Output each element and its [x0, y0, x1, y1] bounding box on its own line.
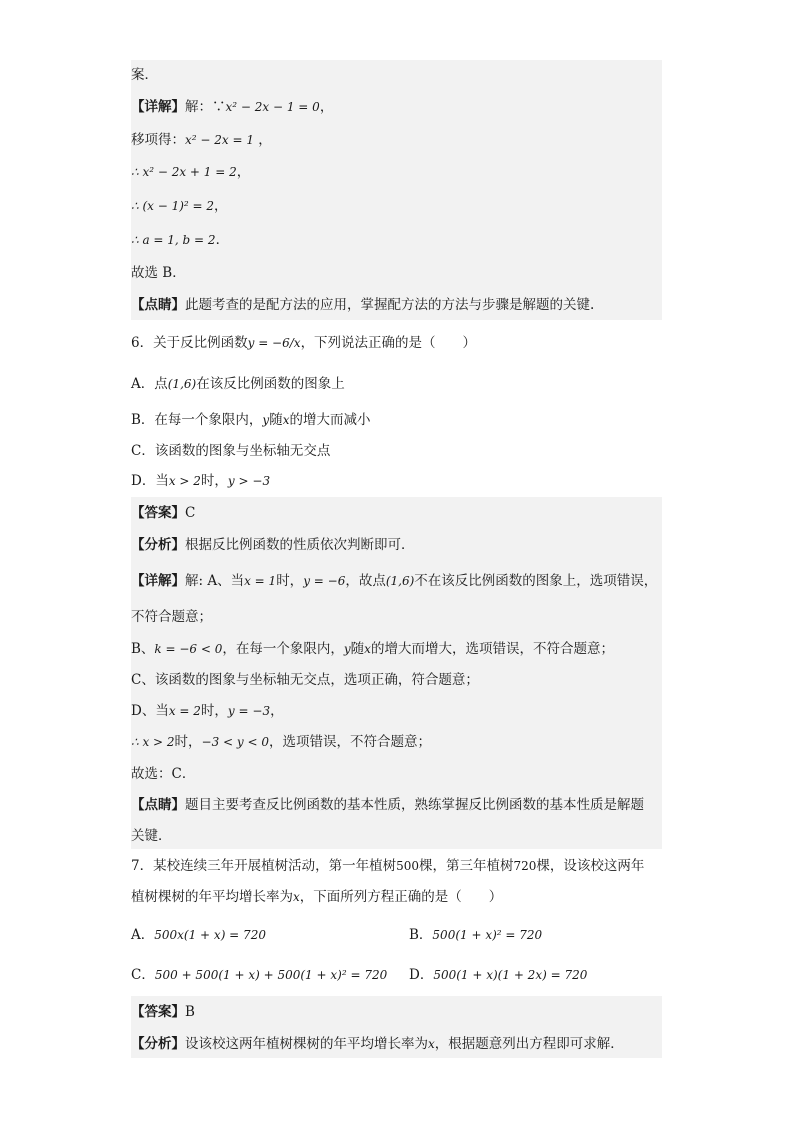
q6-analysis: 【分析】根据反比例函数的性质依次判断即可．	[131, 537, 415, 553]
q6-comment-2: 关键．	[131, 828, 172, 844]
step-line: ∴ x² − 2x + 1 = 2，	[131, 164, 251, 180]
q6-detail-5: D、当x = 2时，y = −3，	[131, 703, 284, 719]
q6-option-c: C．该函数的图象与坐标轴无交点	[131, 443, 331, 459]
q6-detail-2: 不符合题意；	[131, 609, 212, 625]
q6-option-d: D．当x > 2时，y > −3	[131, 473, 271, 489]
q7-option-d: D．500(1 + x)(1 + 2x) = 720	[409, 967, 588, 983]
step-line: 移项得：x² − 2x = 1 ，	[131, 132, 272, 148]
q6-detail-4: C、该函数的图象与坐标轴无交点，选项正确，符合题意；	[131, 672, 479, 688]
answer-tag: 【答案】	[131, 505, 185, 521]
analysis-tag: 【分析】	[131, 1036, 185, 1052]
q6-option-a: A．点(1,6)在该反比例函数的图象上	[131, 376, 345, 392]
detail-line: 【详解】解：∵x² − 2x − 1 = 0，	[131, 99, 334, 115]
question-7-stem-2: 植树棵树的年平均增长率为x，下面所列方程正确的是（ ）	[131, 889, 503, 905]
q7-option-a: A．500x(1 + x) = 720	[131, 927, 266, 943]
q7-option-b: B．500(1 + x)² = 720	[409, 927, 543, 943]
comment-line: 【点睛】此题考查的是配方法的应用，掌握配方法的方法与步骤是解题的关键.	[131, 297, 595, 313]
q6-detail-7: 故选：C．	[131, 766, 196, 782]
answer-tag: 【答案】	[131, 1004, 185, 1020]
q7-analysis: 【分析】设该校这两年植树棵树的年平均增长率为x，根据题意列出方程即可求解．	[131, 1036, 624, 1052]
question-7-stem-1: 7．某校连续三年开展植树活动，第一年植树500棵，第三年植树720棵，设该校这两年	[131, 858, 645, 874]
step-line: ∴ (x − 1)² = 2，	[131, 198, 228, 214]
q7-option-c: C．500 + 500(1 + x) + 500(1 + x)² = 720	[131, 967, 388, 983]
comment-tag: 【点睛】	[131, 297, 185, 313]
q6-option-b: B．在每一个象限内，y随x的增大而减小	[131, 412, 371, 428]
step-line: ∴ a = 1, b = 2．	[131, 232, 230, 248]
continued-text: 案．	[131, 67, 158, 83]
q7-answer: 【答案】B	[131, 1004, 195, 1020]
q6-answer: 【答案】C	[131, 505, 196, 521]
q6-detail-6: ∴ x > 2时，−3 < y < 0，选项错误，不符合题意；	[131, 734, 432, 750]
q6-comment-1: 【点睛】题目主要考查反比例函数的基本性质，熟练掌握反比例函数的基本性质是解题	[131, 797, 644, 813]
detail-tag: 【详解】	[131, 99, 185, 115]
question-6-stem: 6．关于反比例函数y = −6/x，下列说法正确的是（ ）	[131, 335, 477, 351]
q6-detail-1: 【详解】解: A、当x = 1时，y = −6，故点(1,6)不在该反比例函数的图象上，选项错误，	[131, 573, 658, 589]
comment-tag: 【点睛】	[131, 797, 185, 813]
q6-detail-3: B、k = −6 < 0，在每一个象限内，y随x的增大而增大，选项错误，不符合题意；	[131, 641, 614, 657]
detail-tag: 【详解】	[131, 573, 185, 589]
analysis-tag: 【分析】	[131, 537, 185, 553]
conclusion-line: 故选 B．	[131, 265, 186, 281]
